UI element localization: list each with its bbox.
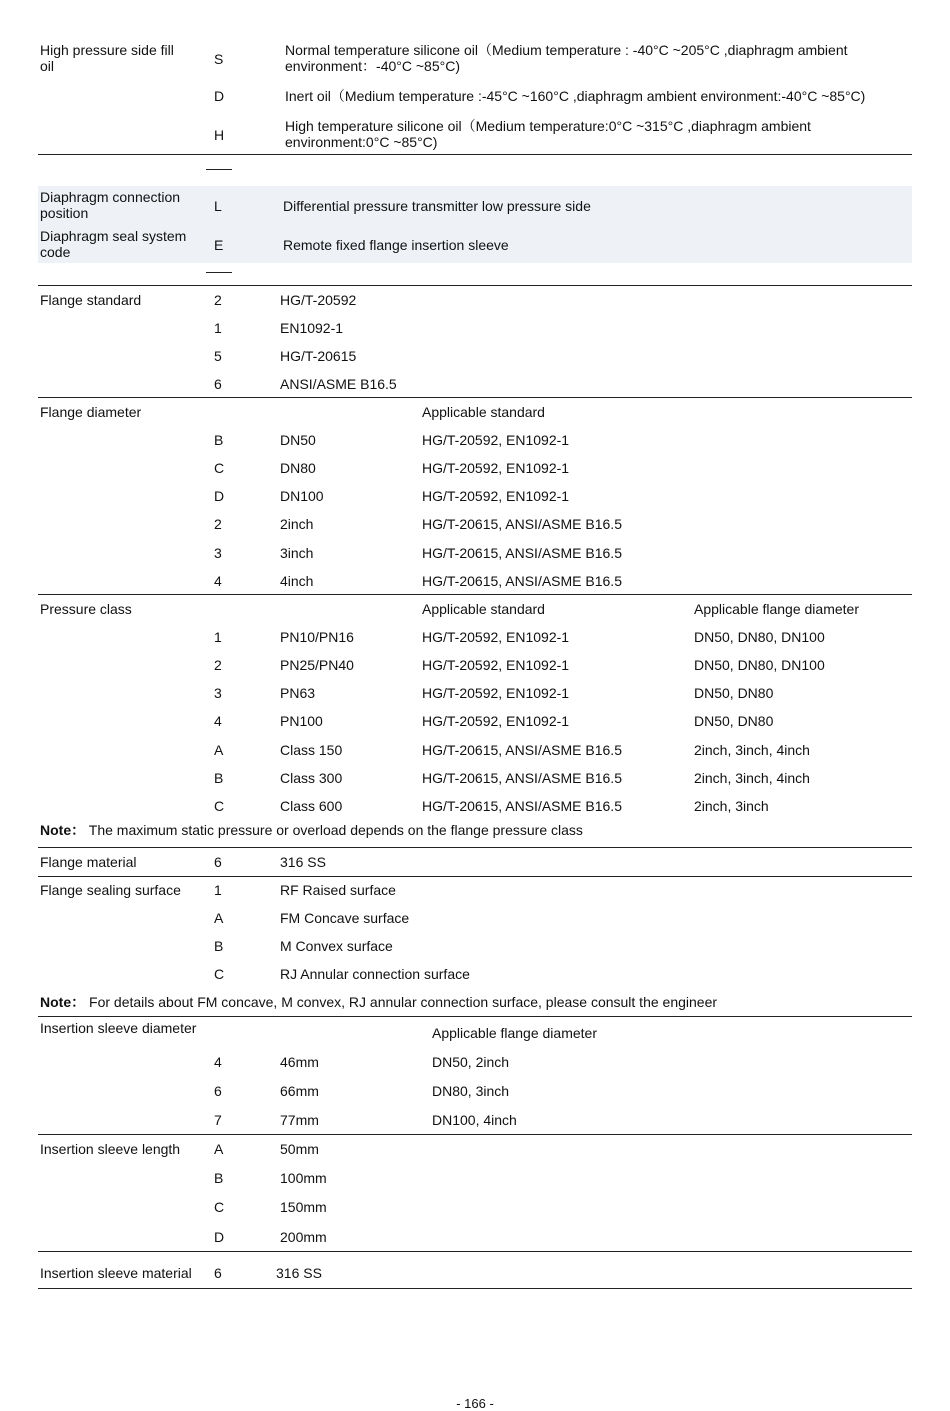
section-divider bbox=[38, 876, 912, 877]
pressure-class-dia: DN50, DN80, DN100 bbox=[694, 629, 825, 645]
pressure-class-std: HG/T-20592, EN1092-1 bbox=[422, 685, 570, 701]
section-divider bbox=[38, 847, 912, 848]
flange-standard-value: HG/T-20592 bbox=[280, 292, 357, 308]
section-divider bbox=[38, 285, 912, 286]
diaphragm-seal-desc: Remote fixed flange insertion sleeve bbox=[283, 237, 509, 253]
flange-diameter-std: HG/T-20592, EN1092-1 bbox=[422, 432, 570, 448]
sleeve-length-code: D bbox=[214, 1229, 225, 1245]
pressure-class-code: A bbox=[214, 742, 224, 758]
note-text: The maximum static pressure or overload depends on the flange pressure class bbox=[88, 822, 583, 838]
separator-dash bbox=[206, 169, 232, 170]
sealing-surface-value: RJ Annular connection surface bbox=[280, 966, 470, 982]
pressure-class-value: PN25/PN40 bbox=[280, 657, 354, 673]
diaphragm-connection-label: Diaphragm connection position bbox=[40, 189, 181, 221]
section-divider bbox=[38, 1288, 912, 1289]
sealing-surface-note bbox=[40, 994, 717, 1010]
flange-material-label: Flange material bbox=[40, 854, 137, 870]
sleeve-length-code: B bbox=[214, 1170, 224, 1186]
fill-oil-code-s: S bbox=[214, 51, 224, 67]
fill-oil-desc-h: High temperature silicone oil（Medium temperature:0°C ~315°C ,diaphragm ambient environment:0°C ~85°C) bbox=[285, 118, 811, 150]
sleeve-length-label: Insertion sleeve length bbox=[40, 1141, 181, 1157]
flange-diameter-code: C bbox=[214, 460, 225, 476]
pressure-class-header-dia: Applicable flange diameter bbox=[694, 601, 859, 617]
pressure-class-std: HG/T-20592, EN1092-1 bbox=[422, 657, 570, 673]
diaphragm-connection-desc: Differential pressure transmitter low pressure side bbox=[283, 198, 591, 214]
flange-diameter-value: 3inch bbox=[280, 545, 314, 561]
pressure-class-code: 1 bbox=[214, 629, 222, 645]
diaphragm-connection-code: L bbox=[214, 198, 222, 214]
sealing-surface-value: M Convex surface bbox=[280, 938, 393, 954]
sleeve-material-value: 316 SS bbox=[276, 1265, 322, 1281]
pressure-class-code: 2 bbox=[214, 657, 222, 673]
flange-diameter-std: HG/T-20592, EN1092-1 bbox=[422, 488, 570, 504]
pressure-class-dia: DN50, DN80 bbox=[694, 685, 774, 701]
pressure-class-dia: DN50, DN80 bbox=[694, 713, 774, 729]
pressure-class-std: HG/T-20615, ANSI/ASME B16.5 bbox=[422, 742, 622, 758]
sleeve-material-code: 6 bbox=[214, 1265, 222, 1281]
sleeve-diameter-value: 46mm bbox=[280, 1054, 319, 1070]
sleeve-diameter-code: 4 bbox=[214, 1054, 222, 1070]
sleeve-length-value: 150mm bbox=[280, 1199, 327, 1215]
page-number: - 166 - bbox=[456, 1396, 494, 1411]
pressure-class-label: Pressure class bbox=[40, 601, 132, 617]
sleeve-material-label: Insertion sleeve material bbox=[40, 1265, 192, 1281]
flange-diameter-value: DN50 bbox=[280, 432, 316, 448]
flange-diameter-std: HG/T-20592, EN1092-1 bbox=[422, 460, 570, 476]
flange-material-code: 6 bbox=[214, 854, 222, 870]
flange-standard-code: 1 bbox=[214, 320, 222, 336]
note-text: For details about FM concave, M convex, RJ annular connection surface, please consult the engineer bbox=[89, 994, 718, 1010]
flange-standard-code: 6 bbox=[214, 376, 222, 392]
diaphragm-seal-label: Diaphragm seal system code bbox=[40, 228, 187, 260]
diaphragm-seal-code: E bbox=[214, 237, 224, 253]
sealing-surface-value: RF Raised surface bbox=[280, 882, 396, 898]
flange-diameter-code: 4 bbox=[214, 573, 222, 589]
flange-standard-value: EN1092-1 bbox=[280, 320, 344, 336]
separator-dash bbox=[206, 272, 232, 273]
flange-diameter-std: HG/T-20615, ANSI/ASME B16.5 bbox=[422, 516, 622, 532]
pressure-class-header-std: Applicable standard bbox=[422, 601, 545, 617]
flange-standard-label: Flange standard bbox=[40, 292, 142, 308]
flange-diameter-value: DN80 bbox=[280, 460, 316, 476]
flange-diameter-value: 2inch bbox=[280, 516, 314, 532]
pressure-class-std: HG/T-20592, EN1092-1 bbox=[422, 713, 570, 729]
note-label: Note： bbox=[40, 994, 86, 1010]
pressure-class-dia: 2inch, 3inch, 4inch bbox=[694, 742, 810, 758]
flange-standard-code: 2 bbox=[214, 292, 222, 308]
pressure-class-std: HG/T-20615, ANSI/ASME B16.5 bbox=[422, 770, 622, 786]
sleeve-diameter-value: 77mm bbox=[280, 1112, 319, 1128]
flange-standard-value: ANSI/ASME B16.5 bbox=[280, 376, 397, 392]
pressure-class-value: Class 150 bbox=[280, 742, 343, 758]
pressure-class-value: PN63 bbox=[280, 685, 316, 701]
sleeve-diameter-header-dia: Applicable flange diameter bbox=[432, 1025, 597, 1041]
flange-diameter-std: HG/T-20615, ANSI/ASME B16.5 bbox=[422, 573, 622, 589]
section-divider bbox=[38, 594, 912, 595]
flange-diameter-label: Flange diameter bbox=[40, 404, 142, 420]
sealing-surface-code: 1 bbox=[214, 882, 222, 898]
fill-oil-desc-s: Normal temperature silicone oil（Medium temperature : -40°C ~205°C ,diaphragm ambient environment：-40°C ~85°C) bbox=[285, 42, 848, 74]
pressure-class-value: Class 300 bbox=[280, 770, 343, 786]
pressure-class-code: 3 bbox=[214, 685, 222, 701]
pressure-class-code: 4 bbox=[214, 713, 222, 729]
section-divider bbox=[38, 154, 912, 155]
section-divider bbox=[38, 1016, 912, 1017]
sleeve-diameter-dia: DN80, 3inch bbox=[432, 1083, 510, 1099]
flange-diameter-code: 3 bbox=[214, 545, 222, 561]
flange-diameter-std: HG/T-20615, ANSI/ASME B16.5 bbox=[422, 545, 622, 561]
sleeve-length-value: 50mm bbox=[280, 1141, 319, 1157]
fill-oil-label: High pressure side fill oil bbox=[40, 42, 174, 74]
flange-material-value: 316 SS bbox=[280, 854, 326, 870]
sleeve-length-code: C bbox=[214, 1199, 225, 1215]
flange-diameter-value: 4inch bbox=[280, 573, 314, 589]
section-divider bbox=[38, 1251, 912, 1252]
sleeve-diameter-value: 66mm bbox=[280, 1083, 319, 1099]
pressure-class-std: HG/T-20615, ANSI/ASME B16.5 bbox=[422, 798, 622, 814]
pressure-class-code: C bbox=[214, 798, 225, 814]
sleeve-length-value: 200mm bbox=[280, 1229, 327, 1245]
sealing-surface-label: Flange sealing surface bbox=[40, 882, 181, 898]
section-divider bbox=[38, 397, 912, 398]
pressure-class-dia: DN50, DN80, DN100 bbox=[694, 657, 825, 673]
flange-diameter-code: B bbox=[214, 432, 224, 448]
sealing-surface-code: C bbox=[214, 966, 225, 982]
pressure-class-std: HG/T-20592, EN1092-1 bbox=[422, 629, 570, 645]
pressure-class-code: B bbox=[214, 770, 224, 786]
fill-oil-code-h: H bbox=[214, 127, 225, 143]
sleeve-diameter-dia: DN100, 4inch bbox=[432, 1112, 517, 1128]
note-label: Note： bbox=[40, 822, 86, 838]
pressure-class-dia: 2inch, 3inch bbox=[694, 798, 769, 814]
sleeve-length-code: A bbox=[214, 1141, 224, 1157]
pressure-class-note bbox=[40, 822, 583, 838]
flange-standard-value: HG/T-20615 bbox=[280, 348, 357, 364]
flange-diameter-header-std: Applicable standard bbox=[422, 404, 545, 420]
pressure-class-value: PN10/PN16 bbox=[280, 629, 354, 645]
flange-diameter-code: 2 bbox=[214, 516, 222, 532]
sleeve-diameter-code: 6 bbox=[214, 1083, 222, 1099]
sleeve-diameter-code: 7 bbox=[214, 1112, 222, 1128]
sealing-surface-code: B bbox=[214, 938, 224, 954]
pressure-class-dia: 2inch, 3inch, 4inch bbox=[694, 770, 810, 786]
pressure-class-value: PN100 bbox=[280, 713, 323, 729]
flange-diameter-code: D bbox=[214, 488, 225, 504]
sleeve-diameter-label: Insertion sleeve diameter bbox=[40, 1020, 197, 1036]
fill-oil-desc-d: Inert oil（Medium temperature :-45°C ~160°C ,diaphragm ambient environment:-40°C ~85°C) bbox=[285, 88, 866, 104]
sealing-surface-code: A bbox=[214, 910, 224, 926]
sleeve-diameter-dia: DN50, 2inch bbox=[432, 1054, 510, 1070]
pressure-class-value: Class 600 bbox=[280, 798, 343, 814]
section-divider bbox=[38, 1134, 912, 1135]
flange-standard-code: 5 bbox=[214, 348, 222, 364]
flange-diameter-value: DN100 bbox=[280, 488, 324, 504]
sleeve-length-value: 100mm bbox=[280, 1170, 327, 1186]
fill-oil-code-d: D bbox=[214, 88, 225, 104]
sealing-surface-value: FM Concave surface bbox=[280, 910, 410, 926]
